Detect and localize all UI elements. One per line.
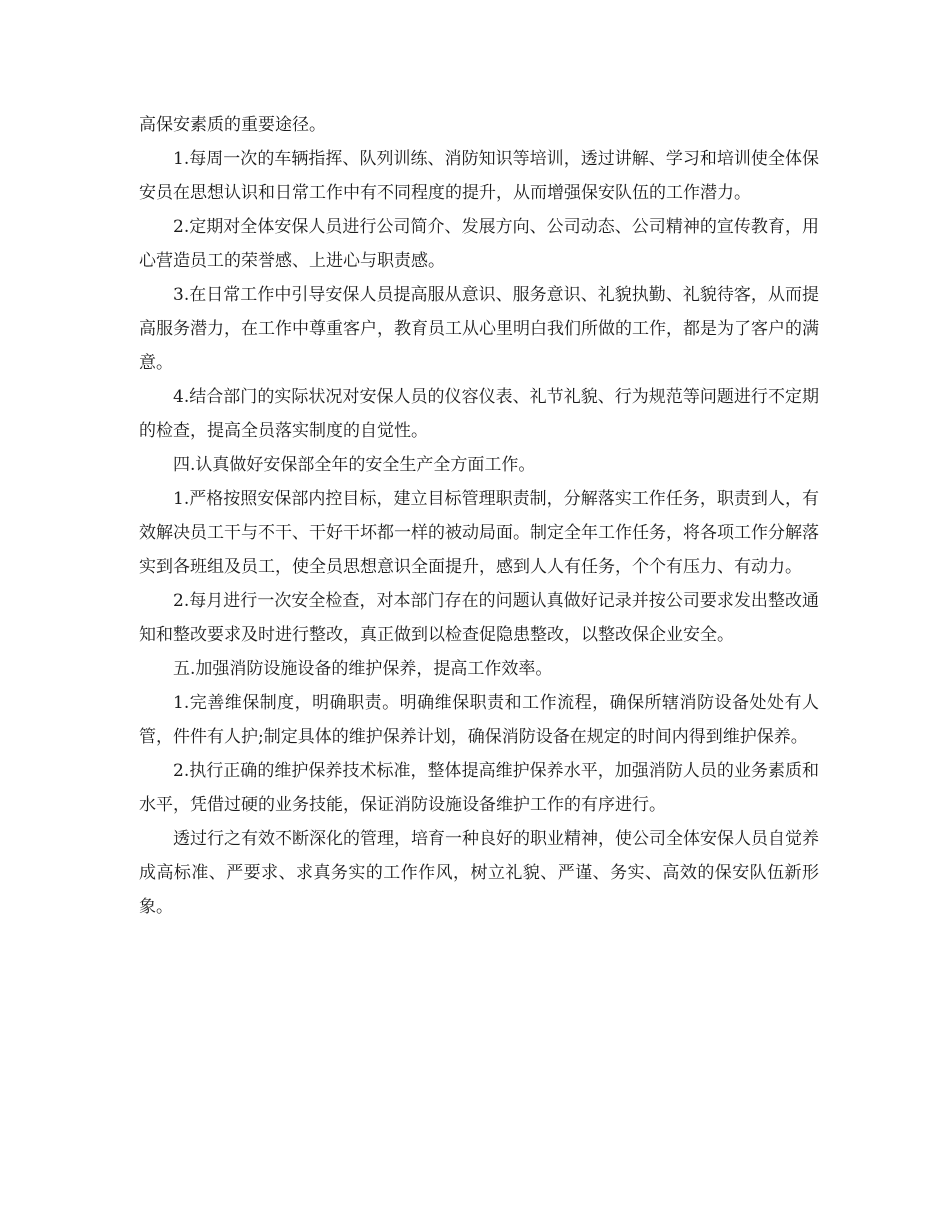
paragraph-item-4: 4.结合部门的实际状况对安保人员的仪容仪表、礼节礼貌、行为规范等问题进行不定期的检查，提高全员落实制度的自觉性。 [139, 387, 819, 441]
paragraph-section4-item-2: 2.每月进行一次安全检查，对本部门存在的问题认真做好记录并按公司要求发出整改通知和整改要求及时进行整改，真正做到以检查促隐患整改，以整改保企业安全。 [139, 591, 819, 645]
paragraph-item-1: 1.每周一次的车辆指挥、队列训练、消防知识等培训，透过讲解、学习和培训使全体保安员在思想认识和日常工作中有不同程度的提升，从而增强保安队伍的工作潜力。 [139, 149, 819, 203]
paragraph-item-2: 2.定期对全体安保人员进行公司简介、发展方向、公司动态、公司精神的宣传教育，用心营造员工的荣誉感、上进心与职责感。 [139, 217, 819, 271]
section-heading-5: 五.加强消防设施设备的维护保养，提高工作效率。 [173, 659, 553, 679]
document-body [139, 108, 819, 924]
paragraph-section4-item-1: 1.严格按照安保部内控目标，建立目标管理职责制，分解落实工作任务，职责到人，有效解决员工干与不干、干好干坏都一样的被动局面。制定全年工作任务，将各项工作分解落实到各班组及员工，使全员思想意识全面提升，感到人人有任务，个个有压力、有动力。 [139, 489, 819, 577]
paragraph-item-3: 3.在日常工作中引导安保人员提高服从意识、服务意识、礼貌执勤、礼貌待客，从而提高服务潜力，在工作中尊重客户，教育员工从心里明白我们所做的工作，都是为了客户的满意。 [139, 285, 819, 373]
paragraph-continuation: 高保安素质的重要途径。 [139, 115, 326, 135]
section-heading-4: 四.认真做好安保部全年的安全生产全方面工作。 [173, 455, 536, 475]
paragraph-conclusion: 透过行之有效不断深化的管理，培育一种良好的职业精神，使公司全体安保人员自觉养成高标准、严要求、求真务实的工作作风，树立礼貌、严谨、务实、高效的保安队伍新形象。 [139, 829, 819, 917]
paragraph-section5-item-1: 1.完善维保制度，明确职责。明确维保职责和工作流程，确保所辖消防设备处处有人管，件件有人护;制定具体的维护保养计划，确保消防设备在规定的时间内得到维护保养。 [139, 693, 819, 747]
paragraph-section5-item-2: 2.执行正确的维护保养技术标准，整体提高维护保养水平，加强消防人员的业务素质和水平，凭借过硬的业务技能，保证消防设施设备维护工作的有序进行。 [139, 761, 819, 815]
